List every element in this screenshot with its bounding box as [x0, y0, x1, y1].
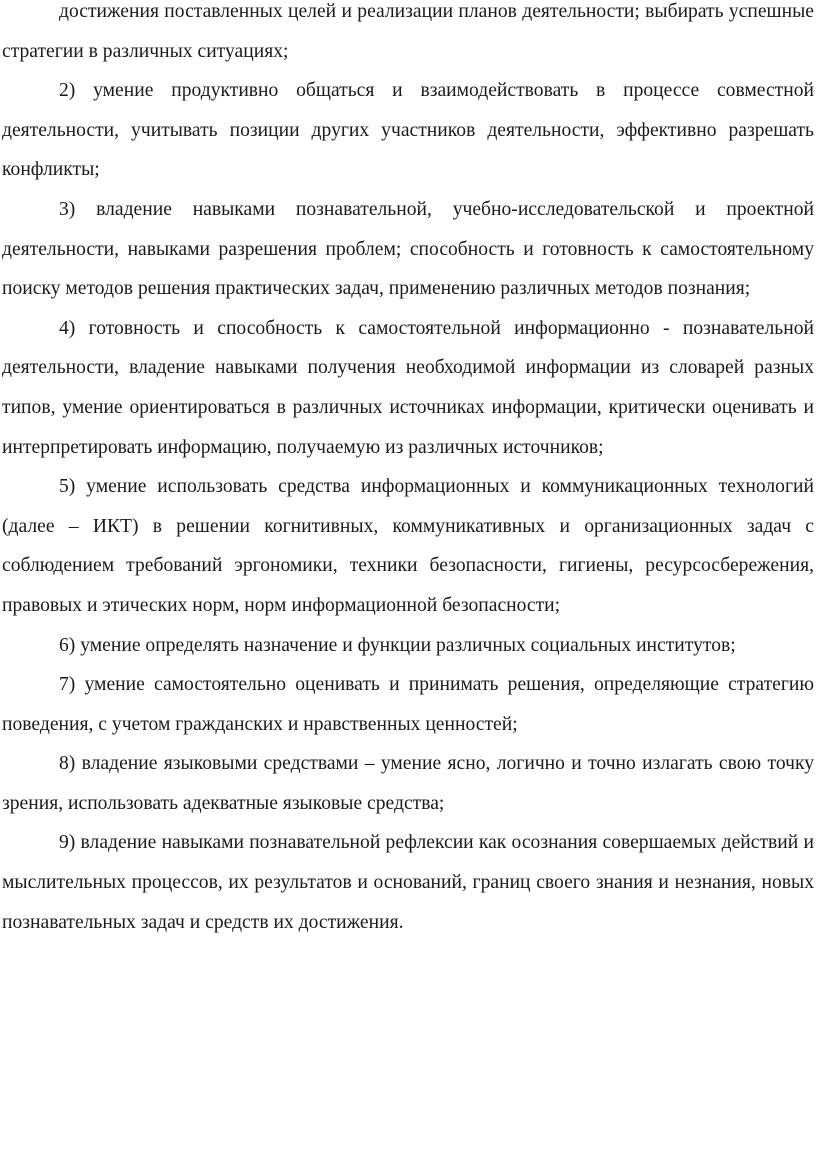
paragraph-item-7: 7) умение самостоятельно оценивать и принимать решения, определяющие стратегию поведения, с учетом гражданских и нравственных ценностей;: [2, 674, 814, 735]
paragraph-item-3: 3) владение навыками познавательной, учебно-исследовательской и проектной деятельности, навыками разрешения проблем; способность и готовность к самостоятельному поиску методов решения практических задач, применению различных методов познания;: [2, 198, 814, 300]
paragraph-item-9: 9) владение навыками познавательной рефлексии как осознания совершаемых действий и мыслительных процессов, их результатов и оснований, границ своего знания и незнания, новых познавательных задач и средств их достижения.: [2, 832, 814, 933]
paragraph-item-5: 5) умение использовать средства информационных и коммуникационных технологий (далее – ИКТ) в решении когнитивных, коммуникативных и организационных задач с соблюдением требований эргономики, техники безопасности, гигиены, ресурсосбережения, правовых и этических норм, норм информационной безопасности;: [2, 476, 814, 616]
paragraph-item-6: 6) умение определять назначение и функции различных социальных институтов;: [59, 634, 736, 656]
paragraph-continuation: достижения поставленных целей и реализации планов деятельности; выбирать успешные стратегии в различных ситуациях;: [2, 1, 814, 62]
paragraph-item-2: 2) умение продуктивно общаться и взаимодействовать в процессе совместной деятельности, учитывать позиции других участников деятельности, эффективно разрешать конфликты;: [2, 80, 814, 181]
paragraph-item-4: 4) готовность и способность к самостоятельной информационно - познавательной деятельности, владение навыками получения необходимой информации из словарей разных типов, умение ориентироваться в различных источниках информации, критически оценивать и интерпретировать информацию, получаемую из различных источников;: [2, 317, 814, 458]
paragraph-item-8: 8) владение языковыми средствами – умение ясно, логично и точно излагать свою точку зрения, использовать адекватные языковые средства;: [2, 753, 814, 814]
